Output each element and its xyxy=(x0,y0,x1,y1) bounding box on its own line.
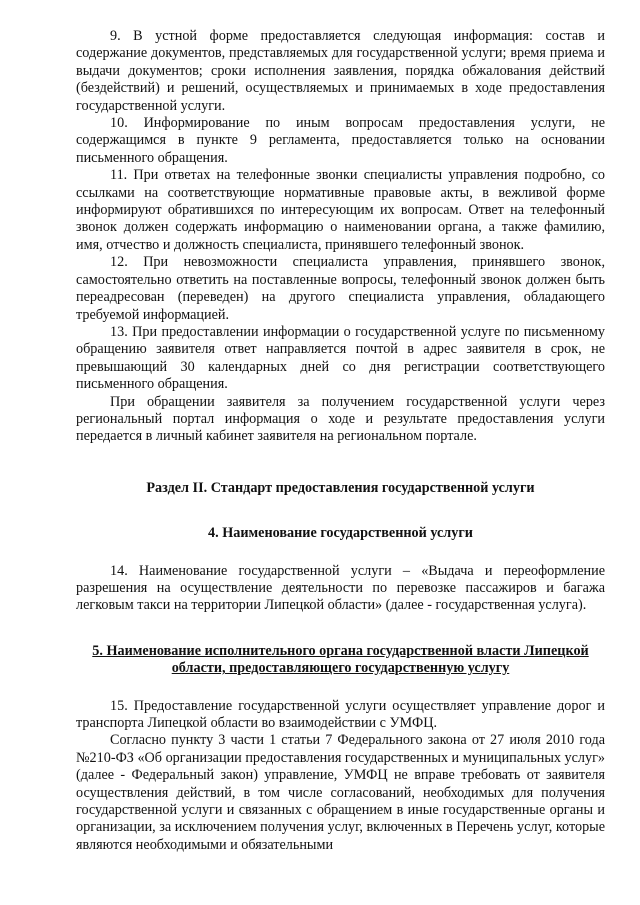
spacer xyxy=(76,615,605,643)
subheading-4: 4. Наименование государственной услуги xyxy=(208,525,473,542)
paragraph-14: 14. Наименование государственной услуги – «Выдача и переоформление разрешения на осуществление деятельности по перевозке пассажиров и багажа легковым такси на территории Липецкой области» (далее - государственная услуга). xyxy=(76,562,605,614)
spacer xyxy=(76,497,605,525)
paragraph-10: 10. Информирование по иным вопросам предоставления услуги, не содержащимся в пункте 9 регламента, предоставляется только на основании письменного обращения. xyxy=(76,115,605,166)
section-heading: Раздел II. Стандарт предоставления государственной услуги xyxy=(146,479,535,496)
spacer xyxy=(76,678,605,698)
paragraph-13: 13. При предоставлении информации о государственной услуге по письменному обращению заявителя ответ направляется почтой в адрес заявителя в срок, не превышающий 30 календарных дней со дня регистрации соответствующего письменного обращения. xyxy=(76,323,605,393)
paragraph-11: 11. При ответах на телефонные звонки специалисты управления подробно, со ссылками на соответствующие нормативные правовые акты, в вежливой форме информируют обратившихся по интересующим их вопросам. Ответ на телефонный звонок должен содержать информацию о наименовании органа, а также фамилию, имя, отчество и должность специалиста, принявшего телефонный звонок. xyxy=(76,167,605,253)
document-page xyxy=(76,28,605,854)
spacer xyxy=(76,543,605,563)
paragraph-12: 12. При невозможности специалиста управления, принявшего звонок, самостоятельно ответить на поставленные вопросы, телефонный звонок должен быть переадресован (переведен) на другого специалиста управления, обладающего требуемой информацией. xyxy=(76,254,605,323)
paragraph-federal-law: Согласно пункту 3 части 1 статьи 7 Федерального закона от 27 июля 2010 года №210-ФЗ «Об организации предоставления государственных и муниципальных услуг» (далее - Федеральный закон) управление, УМФЦ не вправе требовать от заявителя осуществления действий, в том числе согласований, необходимых для получения государственной услуги и связанных с обращением в иные государственные органы и организации, за исключением получения услуг, включенных в Перечень услуг, которые являются необходимыми и обязательными xyxy=(76,732,605,853)
subheading-5: 5. Наименование исполнительного органа государственной власти Липецкой области, предоставляющего государственную услугу xyxy=(92,642,589,677)
spacer xyxy=(76,446,605,480)
paragraph-15: 15. Предоставление государственной услуги осуществляет управление дорог и транспорта Липецкой области во взаимодействии с УМФЦ. xyxy=(76,697,605,731)
paragraph-portal: При обращении заявителя за получением государственной услуги через региональный портал информация о ходе и результате предоставления услуги передается в личный кабинет заявителя на региональном портале. xyxy=(76,393,605,445)
paragraph-9: 9. В устной форме предоставляется следующая информация: состав и содержание документов, представляемых для государственной услуги; время приема и выдачи документов; сроки исполнения заявления, порядка обжалования действий (бездействий) и решений, осуществляемых и принимаемых в ходе предоставления государственной услуги. xyxy=(76,28,605,114)
